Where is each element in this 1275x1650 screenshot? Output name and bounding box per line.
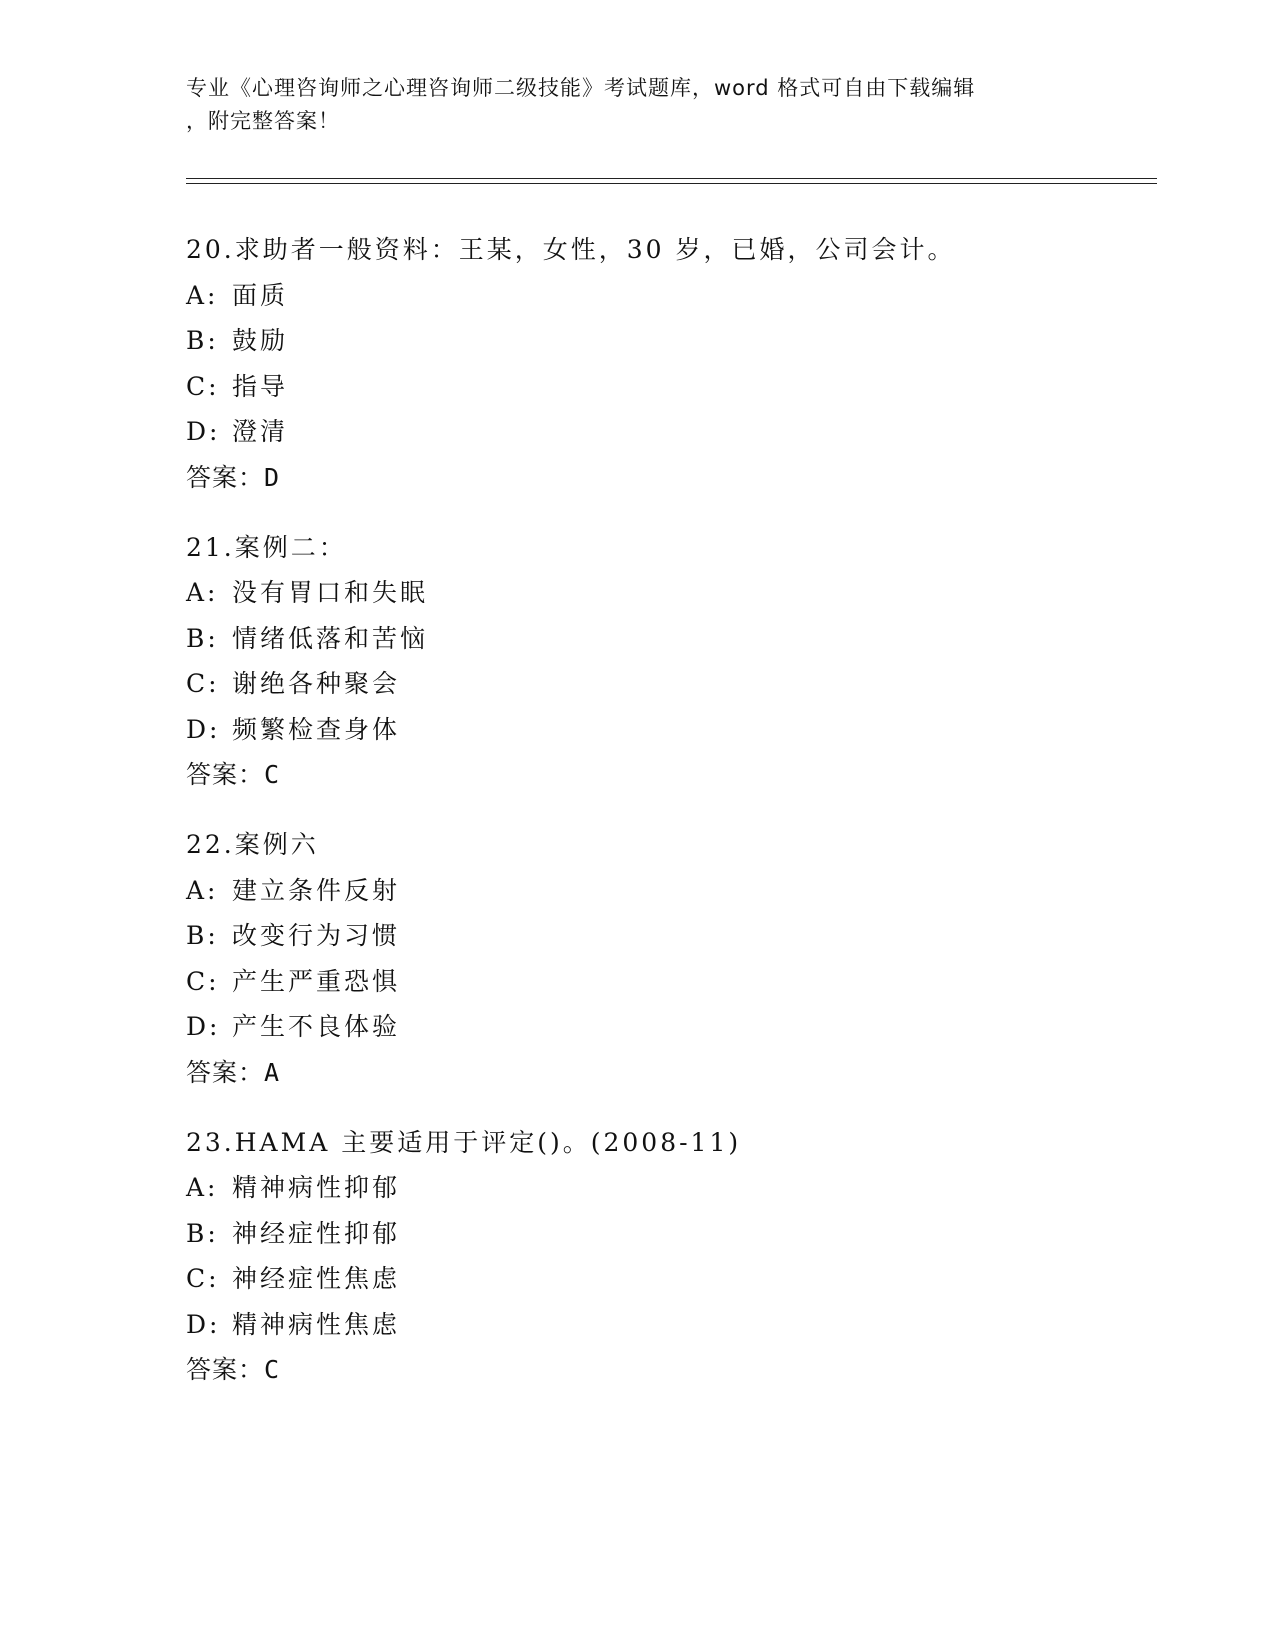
question-title: 21.案例二： bbox=[186, 532, 347, 562]
answer-value: D bbox=[264, 462, 281, 492]
option-text: 情绪低落和苦恼 bbox=[232, 623, 429, 653]
option-text: 精神病性焦虑 bbox=[232, 1309, 401, 1339]
option-key: A: bbox=[186, 280, 219, 310]
answer-label: 答案： bbox=[186, 1355, 265, 1384]
option-b bbox=[186, 1219, 1136, 1249]
option-b bbox=[186, 326, 1136, 356]
answer-line bbox=[186, 1058, 1136, 1088]
option-key: B: bbox=[186, 326, 219, 355]
option-c bbox=[186, 967, 1136, 997]
answer-line bbox=[186, 1355, 1136, 1385]
option-key: B: bbox=[186, 1218, 219, 1248]
option-a bbox=[186, 1173, 1136, 1203]
answer-label: 答案： bbox=[186, 462, 265, 492]
option-d bbox=[186, 1310, 1136, 1340]
answer-value: C bbox=[264, 1355, 281, 1384]
question-23 bbox=[186, 1128, 1136, 1386]
option-d bbox=[186, 417, 1136, 447]
header-line-2: ，附完整答案！ bbox=[186, 109, 340, 133]
option-key: C: bbox=[186, 371, 220, 401]
option-text: 没有胃口和失眠 bbox=[232, 578, 429, 607]
option-a bbox=[186, 281, 1136, 311]
answer-value: A bbox=[264, 1057, 281, 1087]
option-key: A: bbox=[186, 875, 219, 905]
option-b bbox=[186, 624, 1136, 654]
option-d bbox=[186, 1012, 1136, 1042]
option-a bbox=[186, 876, 1136, 906]
option-text: 面质 bbox=[232, 280, 289, 310]
answer-value: C bbox=[264, 760, 281, 789]
option-key: D: bbox=[186, 417, 221, 446]
question-title: 22.案例六 bbox=[186, 830, 319, 859]
option-c bbox=[186, 1264, 1136, 1294]
question-title: 20.求助者一般资料：王某，女性，30 岁，已婚，公司会计。 bbox=[186, 235, 956, 264]
option-b bbox=[186, 921, 1136, 951]
document-header bbox=[186, 72, 1086, 138]
option-key: D: bbox=[186, 1012, 221, 1041]
question-list bbox=[186, 235, 1136, 1425]
option-key: C: bbox=[186, 669, 220, 698]
option-a bbox=[186, 578, 1136, 608]
option-c bbox=[186, 372, 1136, 402]
option-text: 指导 bbox=[232, 371, 289, 401]
option-text: 改变行为习惯 bbox=[232, 921, 401, 950]
option-key: D: bbox=[186, 1309, 221, 1339]
option-text: 产生严重恐惧 bbox=[232, 966, 401, 996]
answer-line bbox=[186, 463, 1136, 493]
option-key: B: bbox=[186, 623, 219, 653]
option-key: C: bbox=[186, 966, 220, 996]
option-key: A: bbox=[186, 1173, 219, 1202]
question-20 bbox=[186, 235, 1136, 493]
option-text: 频繁检查身体 bbox=[232, 714, 401, 744]
question-21 bbox=[186, 533, 1136, 791]
option-key: D: bbox=[186, 714, 221, 744]
option-text: 澄清 bbox=[232, 417, 289, 446]
header-divider-bottom bbox=[186, 183, 1157, 184]
header-line-1: 专业《心理咨询师之心理咨询师二级技能》考试题库，word 格式可自由下载编辑 bbox=[186, 76, 976, 100]
header-divider-top bbox=[186, 178, 1157, 179]
option-text: 神经症性焦虑 bbox=[232, 1264, 401, 1293]
option-text: 谢绝各种聚会 bbox=[232, 669, 401, 698]
answer-label: 答案： bbox=[186, 1057, 265, 1087]
option-key: A: bbox=[186, 578, 219, 607]
question-title: 23.HAMA 主要适用于评定()。(2008-11) bbox=[186, 1127, 742, 1157]
option-text: 产生不良体验 bbox=[232, 1012, 401, 1041]
option-d bbox=[186, 715, 1136, 745]
answer-line bbox=[186, 760, 1136, 790]
answer-label: 答案： bbox=[186, 760, 265, 789]
question-22 bbox=[186, 830, 1136, 1088]
option-key: C: bbox=[186, 1264, 220, 1293]
option-text: 精神病性抑郁 bbox=[232, 1173, 401, 1202]
option-text: 建立条件反射 bbox=[232, 875, 401, 905]
option-text: 鼓励 bbox=[232, 326, 289, 355]
option-text: 神经症性抑郁 bbox=[232, 1218, 401, 1248]
option-c bbox=[186, 669, 1136, 699]
option-key: B: bbox=[186, 921, 219, 950]
